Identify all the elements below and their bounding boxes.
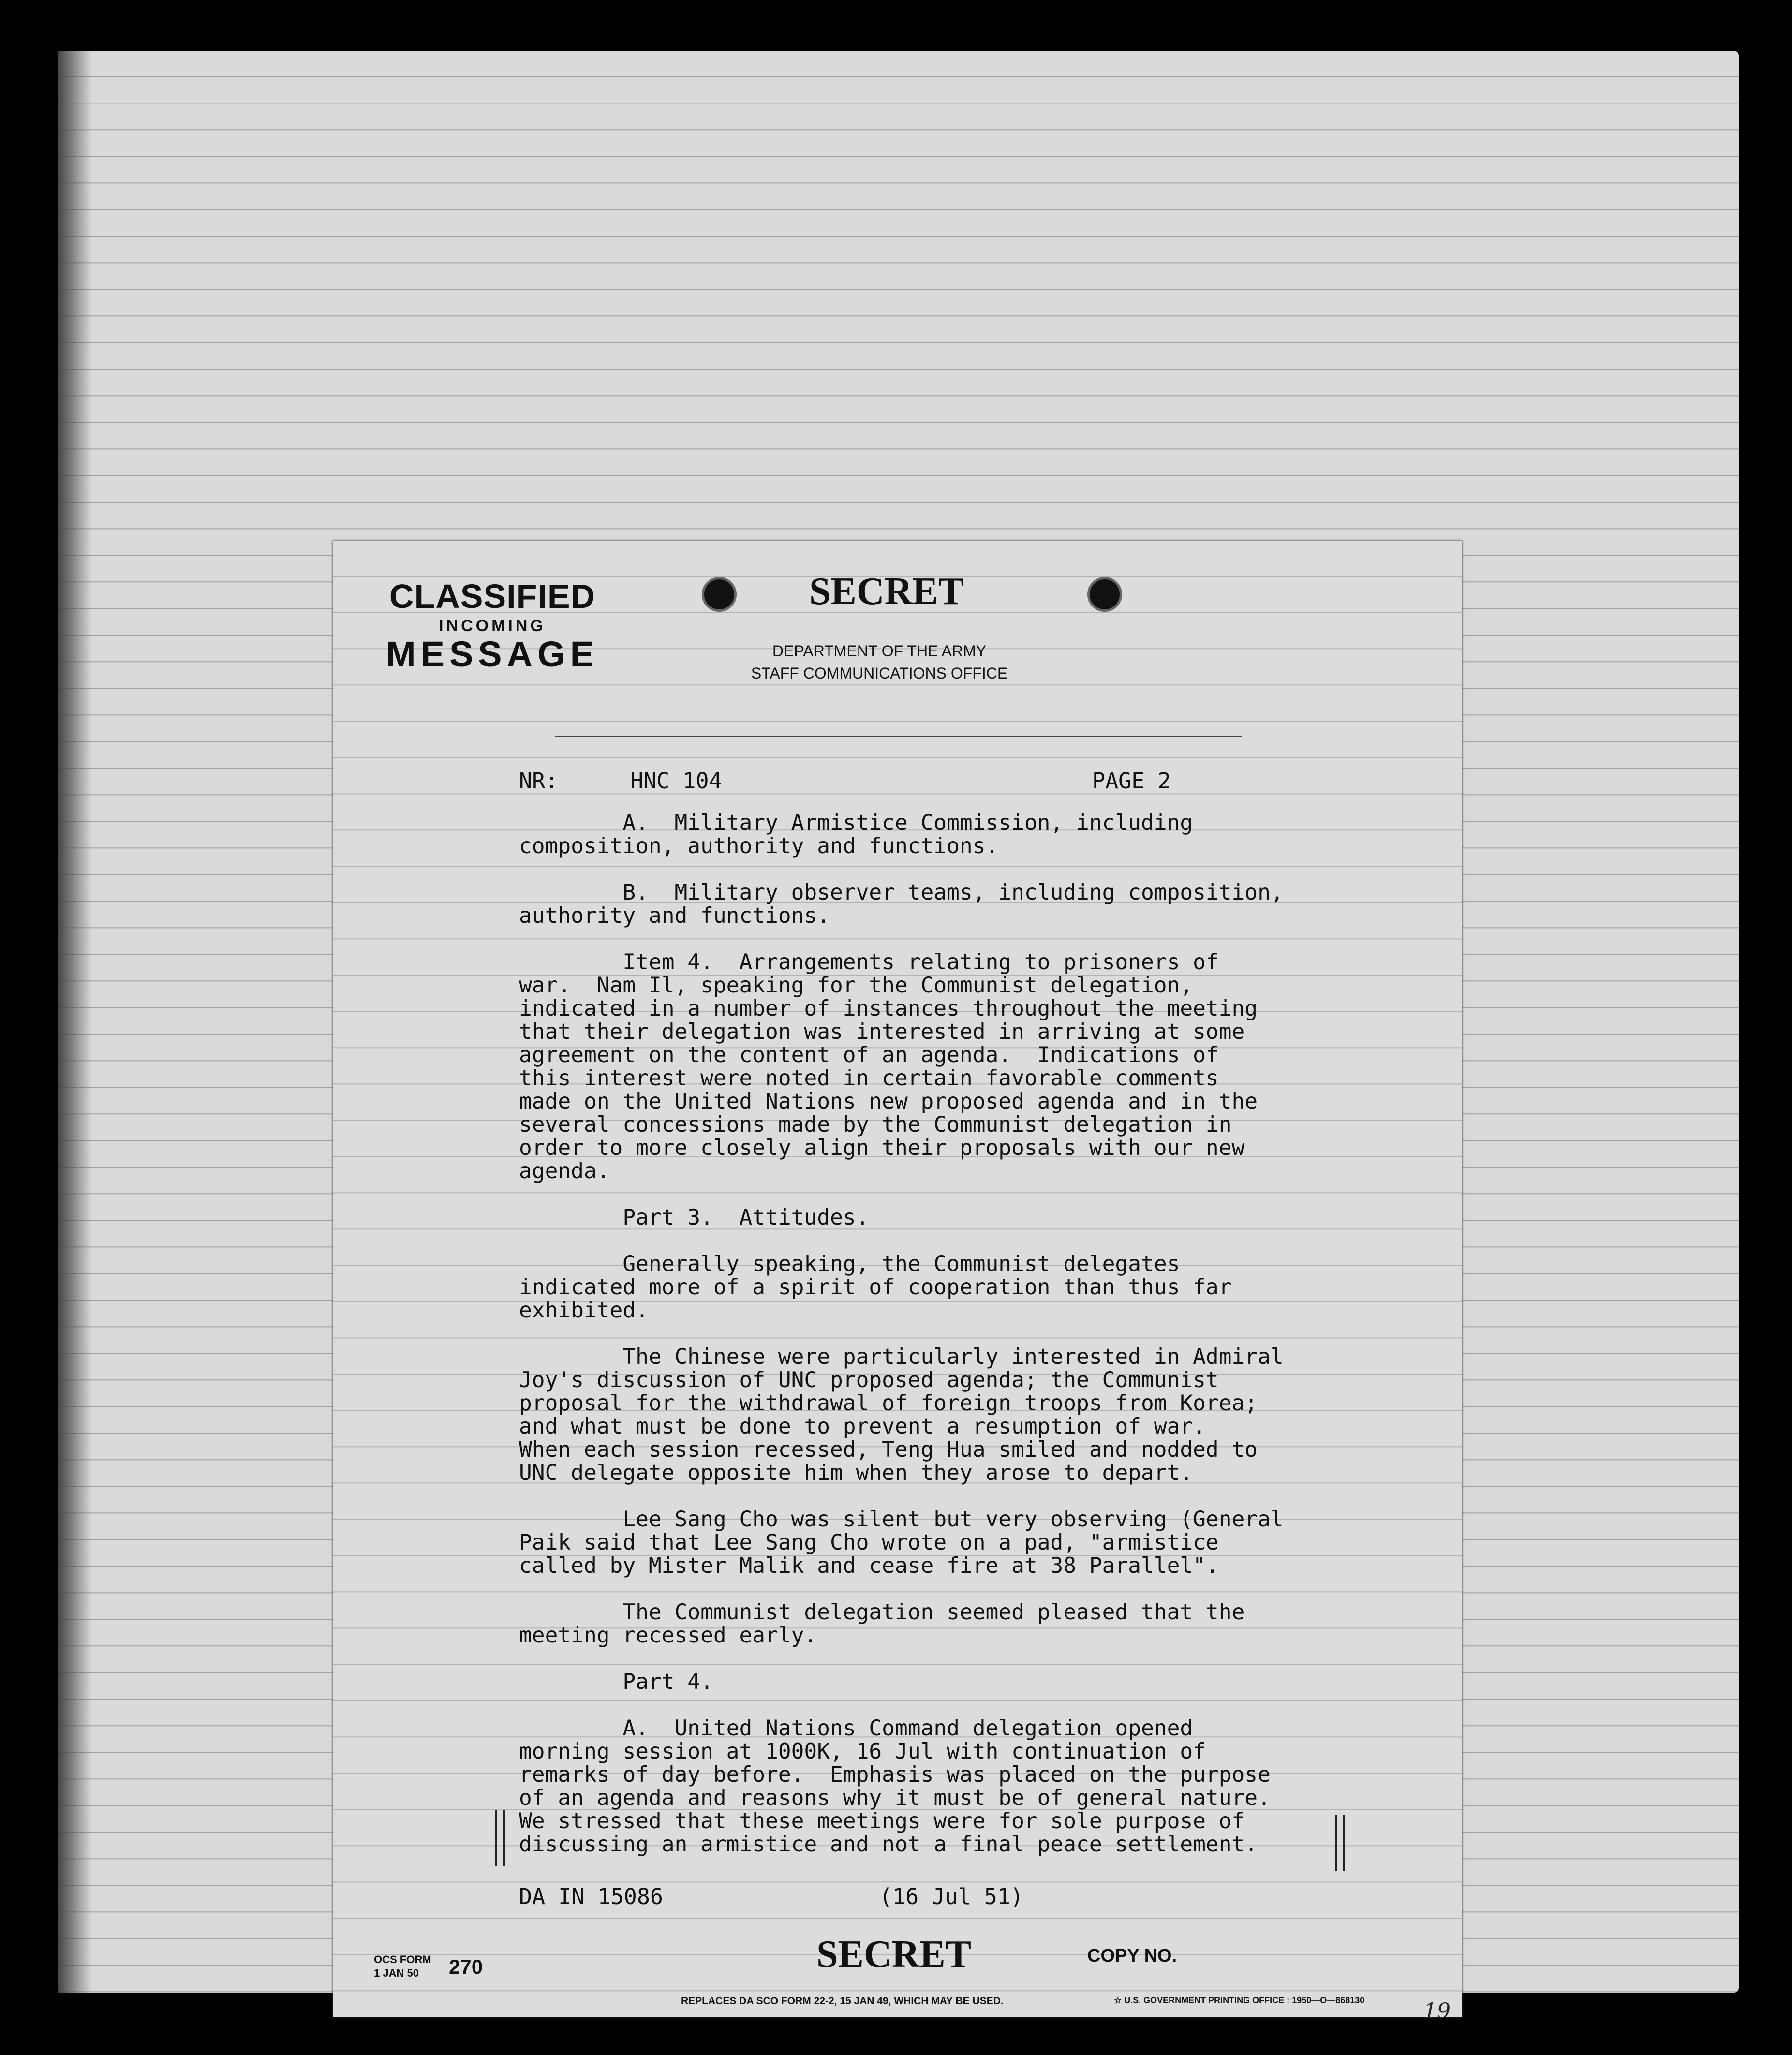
margin-bar-right-1 (1335, 1815, 1337, 1871)
frame-edge-shadow (58, 51, 92, 1993)
classified-label: CLASSIFIED (389, 577, 596, 615)
handwritten-mark: 19 (1423, 1999, 1451, 2024)
department-block (674, 640, 1085, 684)
paragraph-chinese-interest: The Chinese were particularly interested in Admiral Joy's discussion of UNC proposed agenda; the Communist proposal for the withdrawal of foreign troops from Korea; and what must be done to prevent a resumption of war. When each session recessed, Teng Hua smiled and nodded to UNC delegate opposite him when they arose to depart. (519, 1345, 1284, 1485)
office-name: STAFF COMMUNICATIONS OFFICE (751, 665, 1008, 682)
paragraph-part-4-heading: Part 4. (519, 1670, 713, 1694)
header-rule (555, 736, 1242, 737)
punch-hole-left (702, 577, 737, 612)
paragraph-part-3-heading: Part 3. Attitudes. (519, 1205, 869, 1230)
paragraph-unc-morning-session: A. United Nations Command delegation opened morning session at 1000K, 16 Jul with continuation of remarks of day before. Emphasis was placed on the purpose of an agenda and reasons why it must be of general nature. We stressed that these meetings were for sole purpose of discussing an armistice and not a final peace settlement. (519, 1716, 1271, 1857)
paragraph-item-4: Item 4. Arrangements relating to prisoners of war. Nam Il, speaking for the Communist delegation, indicated in a number of instances throughout the meeting that their delegation was interested in arriving at some agreement on the content of an agenda. Indications of this interest were noted in certain favorable comments made on the United Nations new proposed agenda and in the several concessions made by the Communist delegation in order to more closely align their proposals with our new agenda. (519, 950, 1258, 1183)
incoming-label: INCOMING (439, 617, 546, 635)
paragraph-generally-speaking: Generally speaking, the Communist delegates indicated more of a spirit of cooperation than thus far exhibited. (519, 1252, 1232, 1323)
form-type-header (379, 577, 606, 675)
paragraph-lee-sang-cho: Lee Sang Cho was silent but very observing (General Paik said that Lee Sang Cho wrote on a pad, "armistice called by Mister Malik and cease fire at 38 Parallel". (519, 1507, 1284, 1578)
nr-label: NR: (519, 768, 559, 794)
form-id (374, 1953, 431, 1980)
classification-top: SECRET (809, 570, 964, 613)
punch-hole-right (1087, 577, 1122, 612)
paragraph-military-observer-teams: B. Military observer teams, including composition, authority and functions. (519, 880, 1284, 928)
form-id-line-2: 1 JAN 50 (374, 1967, 419, 1979)
classification-bottom: SECRET (816, 1933, 972, 1976)
paragraph-military-armistice-commission: A. Military Armistice Commission, including composition, authority and functions. (519, 811, 1193, 858)
da-in-reference: DA IN 15086 (519, 1884, 664, 1909)
margin-bar-left-2 (503, 1810, 505, 1866)
message-label: MESSAGE (385, 634, 599, 674)
margin-bar-right-2 (1343, 1815, 1345, 1871)
copy-number-label: COPY NO. (1087, 1946, 1177, 1966)
replaces-note: REPLACES DA SCO FORM 22-2, 15 JAN 49, WHICH MAY BE USED. (681, 1996, 1004, 2007)
nr-value: HNC 104 (630, 768, 722, 794)
form-id-line-1: OCS FORM (374, 1953, 431, 1966)
form-number: 270 (449, 1955, 483, 1978)
page-number: PAGE 2 (1092, 768, 1171, 794)
printing-office-note: ☆ U.S. GOVERNMENT PRINTING OFFICE : 1950—O—868130 (1114, 1996, 1365, 2005)
message-form (333, 541, 1462, 2024)
department-name: DEPARTMENT OF THE ARMY (772, 642, 987, 660)
margin-bar-left-1 (495, 1810, 497, 1866)
message-date: (16 Jul 51) (879, 1884, 1024, 1909)
paragraph-recessed-early: The Communist delegation seemed pleased that the meeting recessed early. (519, 1600, 1245, 1648)
message-body (519, 812, 1394, 1856)
